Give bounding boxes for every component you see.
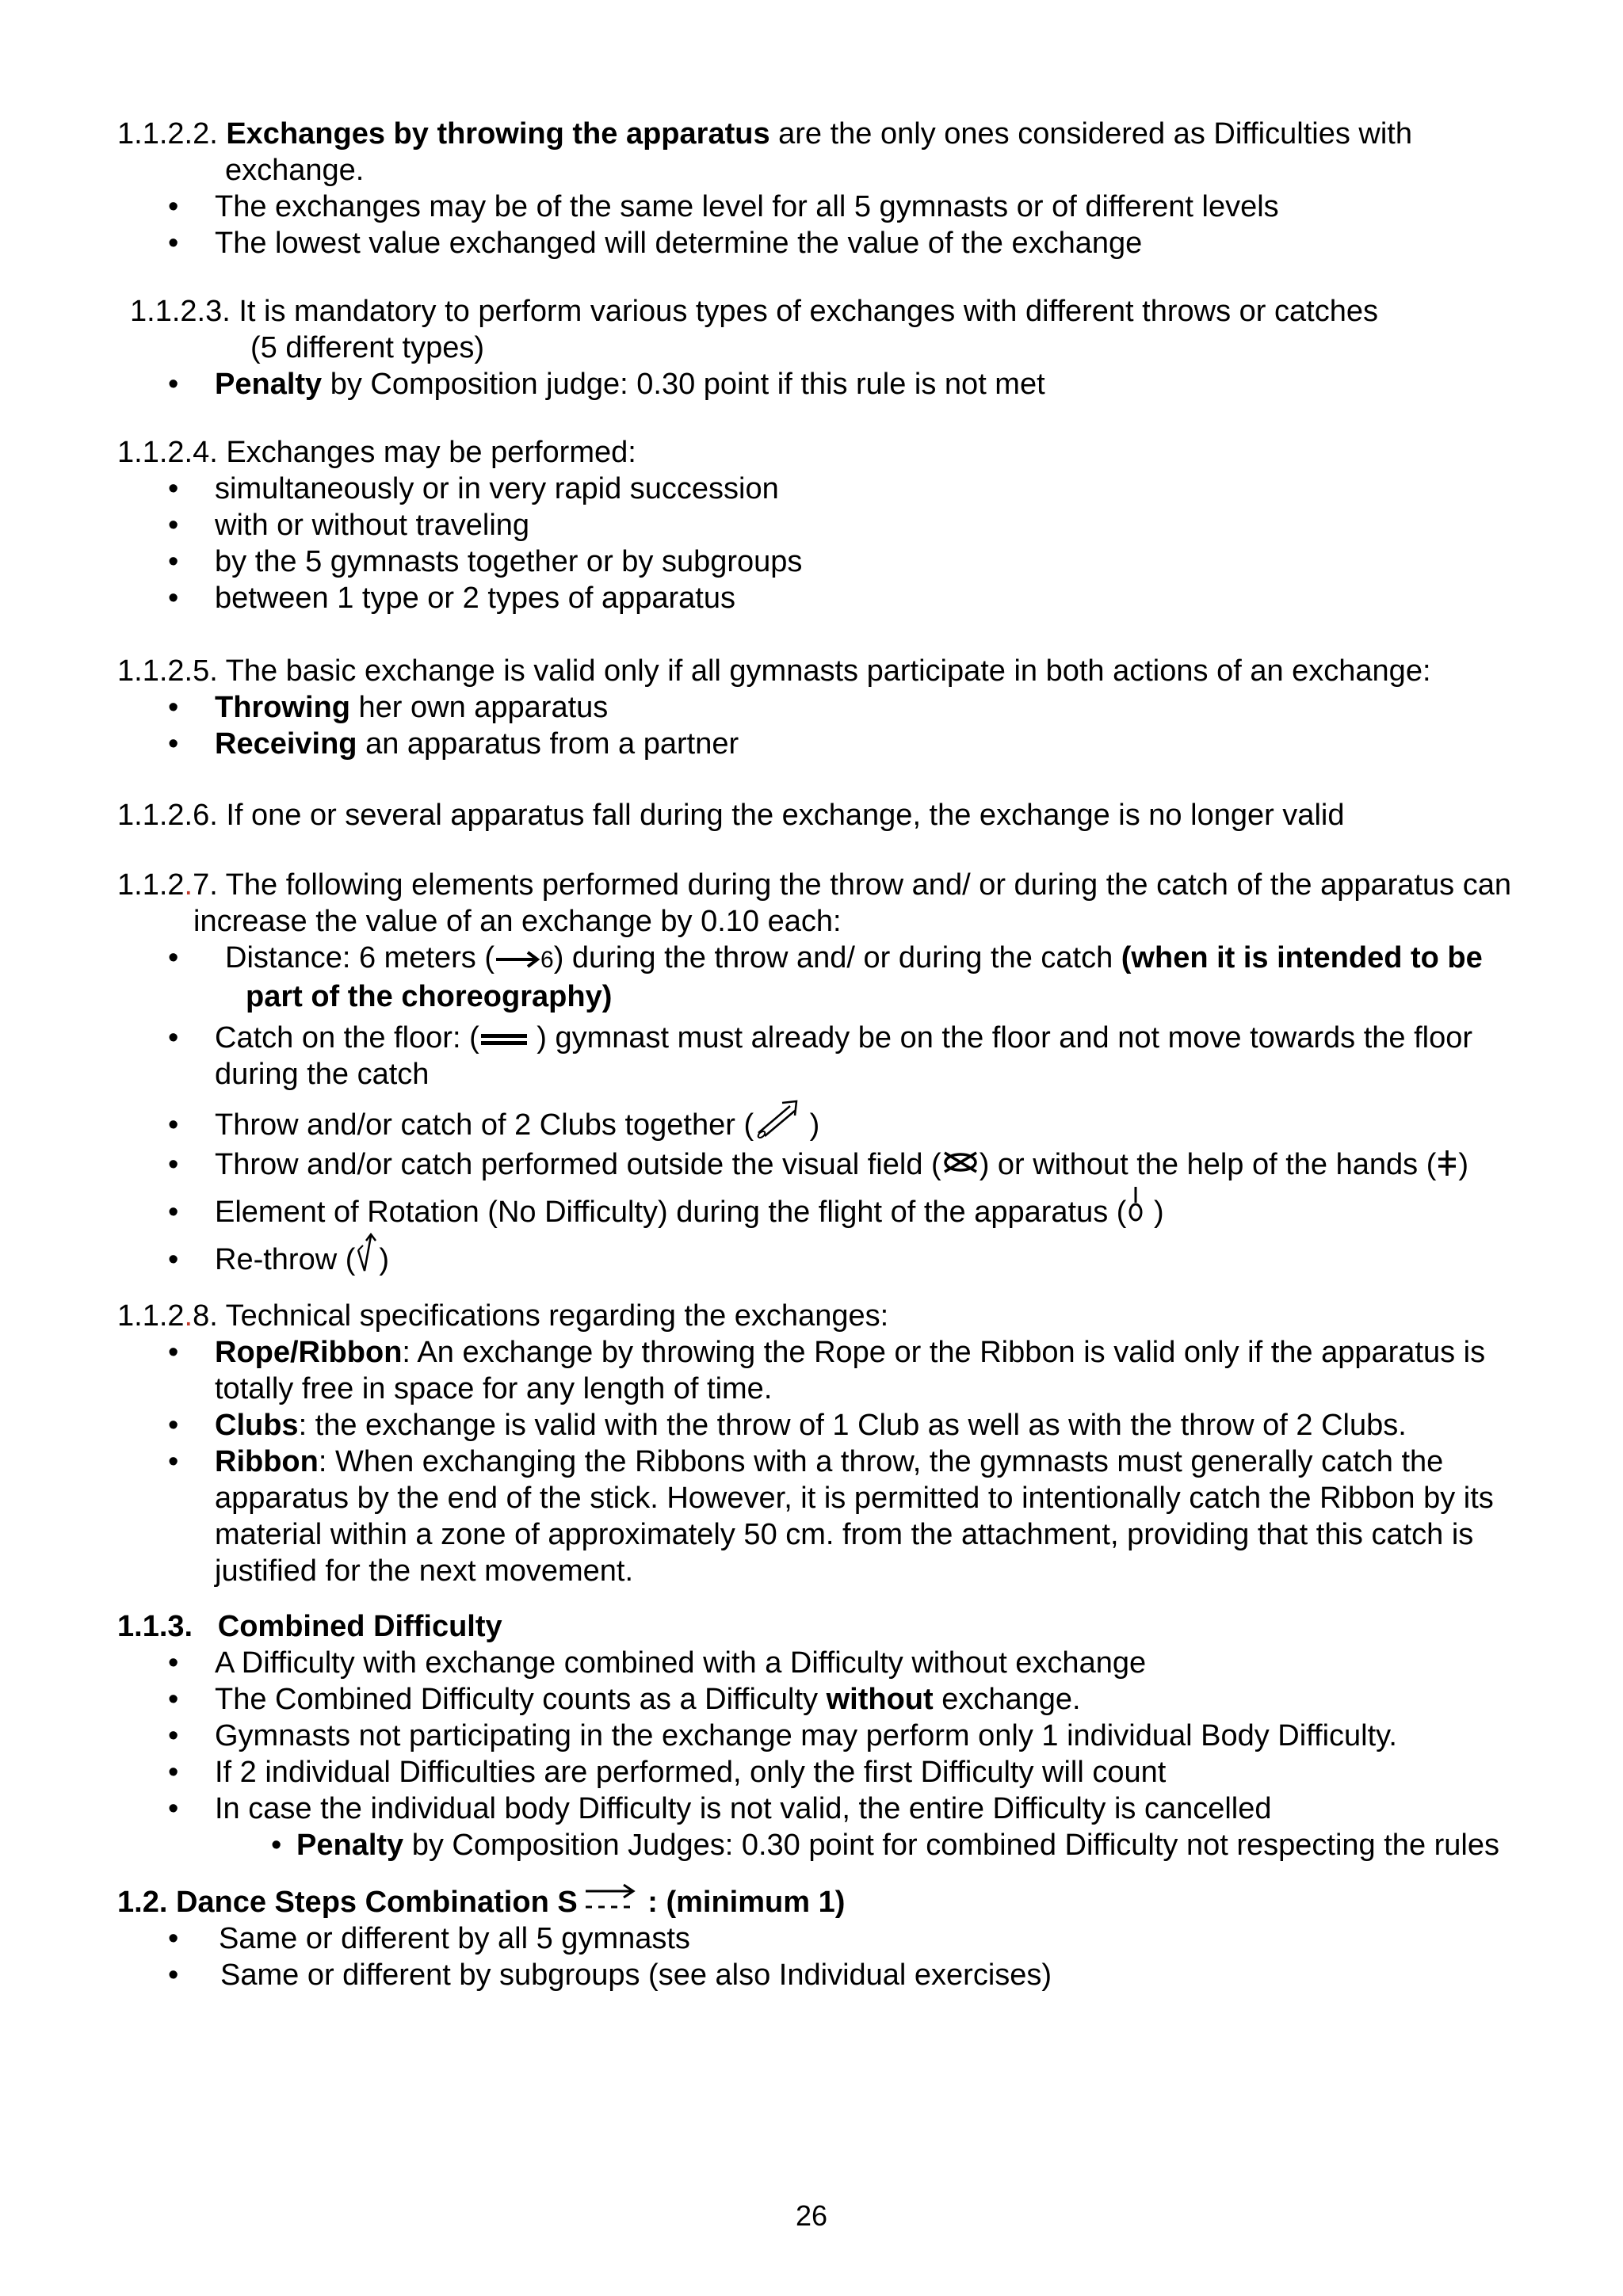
section-heading: 1.2. Dance Steps Combination S : (minimum 1) [117, 1884, 1528, 1920]
list-item: • Throw and/or catch of 2 Clubs together ( ) [117, 1107, 1528, 1143]
list-item: • Throwing her own apparatus [117, 689, 1528, 726]
list-item: • Distance: 6 meters ( 6) during the throw and/ or during the catch (when it is intended to be [117, 940, 1528, 978]
dance-steps-icon [582, 1882, 640, 1913]
list-item: • Re-throw ( ) [117, 1241, 1528, 1278]
bold-text: without [826, 1683, 934, 1716]
bullet-list [117, 940, 1528, 1278]
section-1-1-2-6 [117, 797, 1528, 833]
list-item: • Receiving an apparatus from a partner [117, 726, 1528, 762]
bullet-list [117, 1645, 1528, 1863]
list-item: • A Difficulty with exchange combined with a Difficulty without exchange [117, 1645, 1528, 1681]
list-item: • Same or different by subgroups (see also Individual exercises) [117, 1957, 1528, 1993]
section-1-1-2-4 [117, 434, 1528, 616]
list-item: • Catch on the floor: ( ) gymnast must already be on the floor and not move towards the floor [117, 1020, 1528, 1056]
list-item: • simultaneously or in very rapid succession [117, 471, 1528, 507]
bold-text: Receiving [215, 727, 357, 761]
paragraph: 1.1.2.8. Technical specifications regarding the exchanges: [117, 1299, 889, 1333]
section-1-2 [117, 1884, 1528, 1993]
list-item: • The Combined Difficulty counts as a Difficulty without exchange. [117, 1681, 1528, 1718]
list-item: • Penalty by Composition judge: 0.30 point if this rule is not met [117, 366, 1525, 402]
paragraph: 1.1.2.4. Exchanges may be performed: [117, 436, 636, 469]
bullet-list [117, 1920, 1528, 1993]
bullet-list [117, 189, 1528, 261]
two-clubs-icon [754, 1098, 801, 1139]
floor-catch-icon [479, 1031, 529, 1048]
section-1-1-2-2 [117, 116, 1528, 261]
section-heading: 1.1.3. Combined Difficulty [117, 1610, 502, 1643]
list-item: • Same or different by all 5 gymnasts [117, 1920, 1528, 1957]
list-item: • Element of Rotation (No Difficulty) during the flight of the apparatus ( ) [117, 1194, 1528, 1230]
list-item: • Ribbon: When exchanging the Ribbons with a throw, the gymnasts must generally catch the apparatus by the end of the stick. However, it is permitted to intentionally catch the Ribbon by its material within a zone of approximately 50 cm. from the attachment, providing that this catch is justified for the next movement. [117, 1444, 1528, 1589]
list-item: • with or without traveling [117, 507, 1528, 543]
section-1-1-2-3 [130, 293, 1525, 402]
without-hands-icon [1436, 1149, 1458, 1177]
bold-text: Penalty [296, 1829, 404, 1862]
list-item: • If 2 individual Difficulties are performed, only the first Difficulty will count [117, 1754, 1528, 1791]
re-throw-icon [355, 1230, 379, 1274]
paragraph-continuation: increase the value of an exchange by 0.10 each: [193, 905, 842, 938]
paragraph-continuation: (5 different types) [250, 331, 485, 364]
bold-text: Ribbon [215, 1445, 319, 1478]
paragraph: 1.1.2.6. If one or several apparatus fall during the exchange, the exchange is no longer valid [117, 799, 1345, 832]
bullet-list [117, 1334, 1528, 1589]
bold-text: (when it is intended to be [1121, 941, 1483, 974]
distance-arrow-icon [495, 950, 540, 969]
paragraph: 1.1.2.3. It is mandatory to perform various types of exchanges with different throws or catches [130, 295, 1378, 328]
list-item-continuation: during the catch [215, 1058, 430, 1091]
out-of-visual-field-icon [941, 1150, 980, 1175]
page-number: 26 [795, 2199, 828, 2232]
bold-text: Throwing [215, 691, 350, 724]
section-1-1-3 [117, 1608, 1528, 1863]
list-item: • In case the individual body Difficulty is not valid, the entire Difficulty is cancelled [117, 1791, 1528, 1827]
list-item: • The exchanges may be of the same level for all 5 gymnasts or of different levels [117, 189, 1528, 225]
list-item: • Penalty by Composition Judges: 0.30 point for combined Difficulty not respecting the rules [117, 1827, 1528, 1863]
list-item: • between 1 type or 2 types of apparatus [117, 580, 1528, 616]
section-1-1-2-8 [117, 1298, 1528, 1589]
bold-text: Rope/Ribbon [215, 1336, 403, 1369]
list-item: • Gymnasts not participating in the exchange may perform only 1 individual Body Difficulty. [117, 1718, 1528, 1754]
bullet-list [117, 471, 1528, 616]
list-item: • Throw and/or catch performed outside the visual field ( ) or without the help of the hands ( ) [117, 1146, 1528, 1183]
paragraph: 1.1.2.2. Exchanges by throwing the apparatus are the only ones considered as Difficulties with [117, 117, 1412, 151]
paragraph-continuation: exchange. [225, 154, 365, 187]
paragraph: 1.1.2.5. The basic exchange is valid only if all gymnasts participate in both actions of an exchange: [117, 654, 1431, 688]
list-item: • The lowest value exchanged will determine the value of the exchange [117, 225, 1528, 261]
paragraph: 1.1.2.7. The following elements performed during the throw and/ or during the catch of the apparatus can [117, 868, 1511, 902]
bullet-list [117, 366, 1525, 402]
list-item-continuation: part of the choreography) [246, 980, 613, 1013]
rotation-icon [1126, 1185, 1145, 1225]
bold-text: Clubs [215, 1409, 299, 1442]
bold-text: Exchanges by throwing the apparatus [226, 117, 770, 151]
bold-text: Penalty [215, 368, 323, 401]
section-1-1-2-7 [117, 867, 1528, 1278]
list-item: • by the 5 gymnasts together or by subgroups [117, 543, 1528, 580]
list-item: • Clubs: the exchange is valid with the throw of 1 Club as well as with the throw of 2 Clubs. [117, 1407, 1528, 1444]
list-item: • Rope/Ribbon: An exchange by throwing the Rope or the Ribbon is valid only if the apparatus is totally free in space for any length of time. [117, 1334, 1528, 1407]
bullet-list [117, 689, 1528, 762]
section-1-1-2-5 [117, 653, 1528, 762]
